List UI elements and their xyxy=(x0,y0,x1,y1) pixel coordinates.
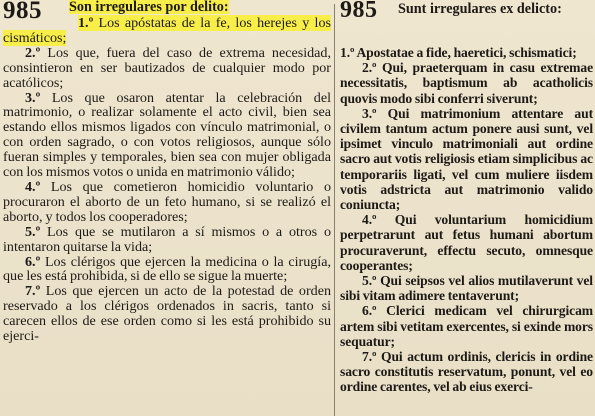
item-6 xyxy=(3,255,331,285)
item-ordinal: 3.º xyxy=(362,105,377,121)
item-4 xyxy=(340,212,593,273)
item-ordinal: 2.º xyxy=(362,60,377,76)
latin-text xyxy=(340,45,593,395)
canon-number: 985 xyxy=(340,0,378,23)
item-text: Los clérigos que ejercen la medicina o la cirugía, que les está prohibida, si de ello se sigue la muerte; xyxy=(3,253,331,285)
column-divider xyxy=(334,4,335,416)
item-ordinal: 4.º xyxy=(362,212,377,228)
item-text: Los que ejercen un acto de la potestad de orden reservado a los clérigos ordenados in sacris, tanto si carecen ellos de ese orden como si les está prohibido su ejerci- xyxy=(3,283,331,345)
item-ordinal: 4.º xyxy=(25,178,41,195)
item-2 xyxy=(3,46,331,91)
item-text: Qui actum ordinis, clericis in ordine sacro constitutis reservatum, ponunt, vel eo ordine carentes, vel ab eius exerci- xyxy=(340,349,593,395)
item-text: Qui matrimonium attentare aut civilem tantum actum ponere ausi sunt, vel ipsimet vinculo matrimoniali aut ordine sacro aut votis religiosis etiam simplicibus ac temporariis ligati, vel cum muliere iisdem votis adstricta aut matrimonio valido coniuncta; xyxy=(340,105,593,213)
item-3 xyxy=(340,106,593,212)
item-7 xyxy=(340,349,593,395)
item-text: Qui seipsos vel alios mutilaverunt vel sibi vitam adimere tentaverunt; xyxy=(340,273,593,304)
item-ordinal: 6.º xyxy=(25,253,41,270)
item-text: Los apóstatas de la fe, los herejes y los cismáticos; xyxy=(3,15,331,46)
item-text: Los que, fuera del caso de extrema necesidad, consintieron en ser bautizados de cualquier modo por acatólicos; xyxy=(3,44,331,91)
item-1 xyxy=(3,16,331,46)
item-4 xyxy=(3,180,331,225)
spanish-column xyxy=(3,0,331,416)
item-text: Clerici medicam vel chirurgicam artem sibi vetitam exercentes, si exinde mors sequatur; xyxy=(340,303,593,349)
item-ordinal: 5.º xyxy=(362,273,377,289)
latin-column xyxy=(340,0,593,416)
item-5 xyxy=(340,273,593,303)
item-7 xyxy=(3,284,331,344)
item-text: Los que osaron atentar la celebración del matrimonio, o realizar solamente el acto civil, bien sea estando ellos mismos ligados con vínculo matrimonial, o con orden sagrado, o con votos religiosos, aunque sólo fueran simples y temporales, bien sea con mujer obligada con los mismos votos o unida en matrimonio válido; xyxy=(3,89,331,181)
item-ordinal: 2.º xyxy=(25,44,41,61)
item-text: Apostatae a fide, haeretici, schismatici; xyxy=(356,45,577,60)
item-ordinal: 6.º xyxy=(362,303,377,319)
item-3 xyxy=(3,91,331,180)
item-ordinal: 1.º xyxy=(78,15,94,31)
canon-heading: Sunt irregulares ex delicto: xyxy=(398,1,562,17)
item-text: Los que se mutilaron a sí mismos o a otros o intentaron quitarse la vida; xyxy=(3,223,331,255)
item-ordinal: 7.º xyxy=(362,349,377,365)
item-text: Qui, praeterquam in casu extremae necessitatis, baptismum ab acatholicis quovis modo sibi conferri siverunt; xyxy=(340,60,593,106)
item-1 xyxy=(340,45,593,60)
spanish-text xyxy=(3,16,331,344)
item-text: Qui voluntarium homicidium perpetrarunt aut fetus humani abortum procuraverunt, effectu secuto, omnesque cooperantes; xyxy=(340,212,593,273)
item-ordinal: 1.º xyxy=(340,45,355,60)
item-5 xyxy=(3,225,331,255)
item-2 xyxy=(340,60,593,106)
item-6 xyxy=(340,303,593,349)
item-ordinal: 3.º xyxy=(25,89,41,106)
canon-heading: Son irregulares por delito: xyxy=(69,0,229,15)
item-ordinal: 7.º xyxy=(25,283,41,300)
item-ordinal: 5.º xyxy=(25,223,41,240)
latin-header xyxy=(340,0,593,40)
item-text: Los que cometieron homicidio voluntario o procuraron el aborto de un feto humano, si se realizó el aborto, y todos los cooperadores; xyxy=(3,178,331,225)
canon-number: 985 xyxy=(3,0,42,24)
